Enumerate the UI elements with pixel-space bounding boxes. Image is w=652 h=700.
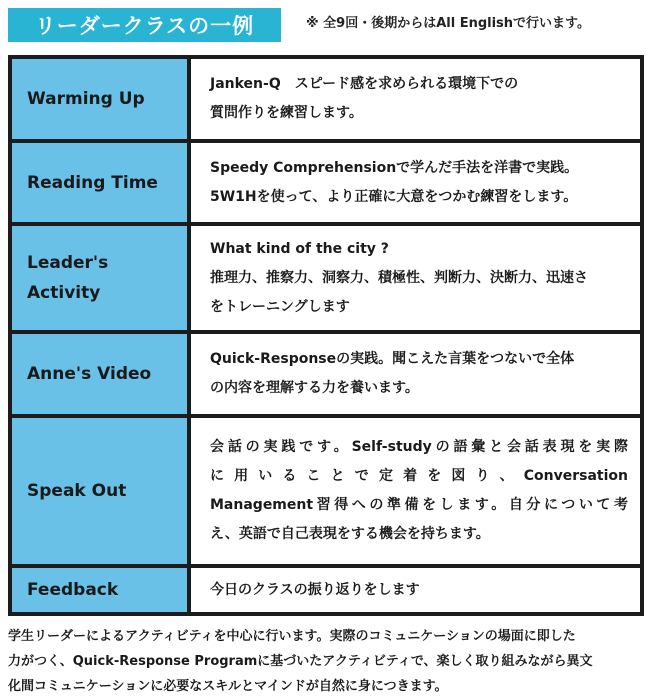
- table-row: [12, 59, 640, 139]
- summary-line: 化間コミュニケーションに必要なスキルとマインドが自然に身につきます。: [8, 679, 448, 694]
- activity-description: [191, 143, 640, 222]
- table-row: [12, 418, 640, 564]
- description-line: What kind of the city ?: [210, 240, 389, 257]
- activity-label-text: Activity: [27, 283, 101, 303]
- description-line: 今日のクラスの振り返りをします: [210, 581, 420, 598]
- activity-label: [12, 334, 187, 414]
- table-row: [12, 143, 640, 222]
- description-line: 推理力、推察力、洞察力、積極性、判断力、決断力、迅速さ: [210, 269, 588, 286]
- description-line: Janken-Q スピード感を求められる環境下での: [210, 76, 519, 92]
- activity-label-text: Speak Out: [27, 481, 127, 501]
- activity-label-text: Anne's Video: [27, 364, 152, 384]
- description-line: Quick-Responseの実践。聞こえた言葉をつないで全体: [210, 351, 575, 367]
- description-line: え、英語で自己表現をする機会を持ちます。: [210, 526, 490, 542]
- description-line: をトレーニングします: [210, 298, 350, 315]
- activity-label-text: Feedback: [27, 580, 119, 600]
- table-row: [12, 334, 640, 414]
- activity-label: [12, 568, 187, 612]
- section-title: リーダークラスの一例: [8, 8, 281, 42]
- activity-label-text: Leader's: [27, 253, 109, 273]
- description-line: 5W1Hを使って、より正確に大意をつかむ練習をします。: [210, 188, 578, 205]
- activity-description: [191, 59, 640, 139]
- description-line: 質問作りを練習します。: [210, 105, 363, 121]
- description-line: に用いることで定着を図り、Conversation: [210, 468, 628, 484]
- activity-description: [191, 568, 640, 612]
- activity-description: [191, 418, 640, 564]
- description-line: Management習得への準備をします。自分について考: [210, 497, 628, 513]
- activity-label: [12, 59, 187, 139]
- summary-line: 学生リーダーによるアクティビティを中心に行います。実際のコミュニケーションの場面に即した: [8, 629, 576, 644]
- activity-label-text: Warming Up: [27, 89, 145, 109]
- activity-label: [12, 418, 187, 564]
- description-line: 会話の実践です。Self-studyの語彙と会話表現を実際: [210, 439, 628, 455]
- activity-label-text: Reading Time: [27, 172, 158, 193]
- summary-line: 力がつく、Quick-Response Programに基づいたアクティビティで、楽しく取り組みながら異文: [8, 654, 593, 669]
- activity-description: [191, 334, 640, 414]
- description-line: Speedy Comprehensionで学んだ手法を洋書で実践。: [210, 159, 579, 176]
- schedule-note: ※ 全9回・後期からはAll Englishで行います。: [306, 16, 591, 31]
- activity-label: [12, 226, 187, 330]
- activity-label: [12, 143, 187, 222]
- table-row: [12, 226, 640, 330]
- class-schedule-table: [8, 55, 644, 616]
- activity-description: [191, 226, 640, 330]
- description-line: の内容を理解する力を養います。: [210, 380, 419, 396]
- table-row: [12, 568, 640, 612]
- summary-paragraph: [8, 624, 644, 699]
